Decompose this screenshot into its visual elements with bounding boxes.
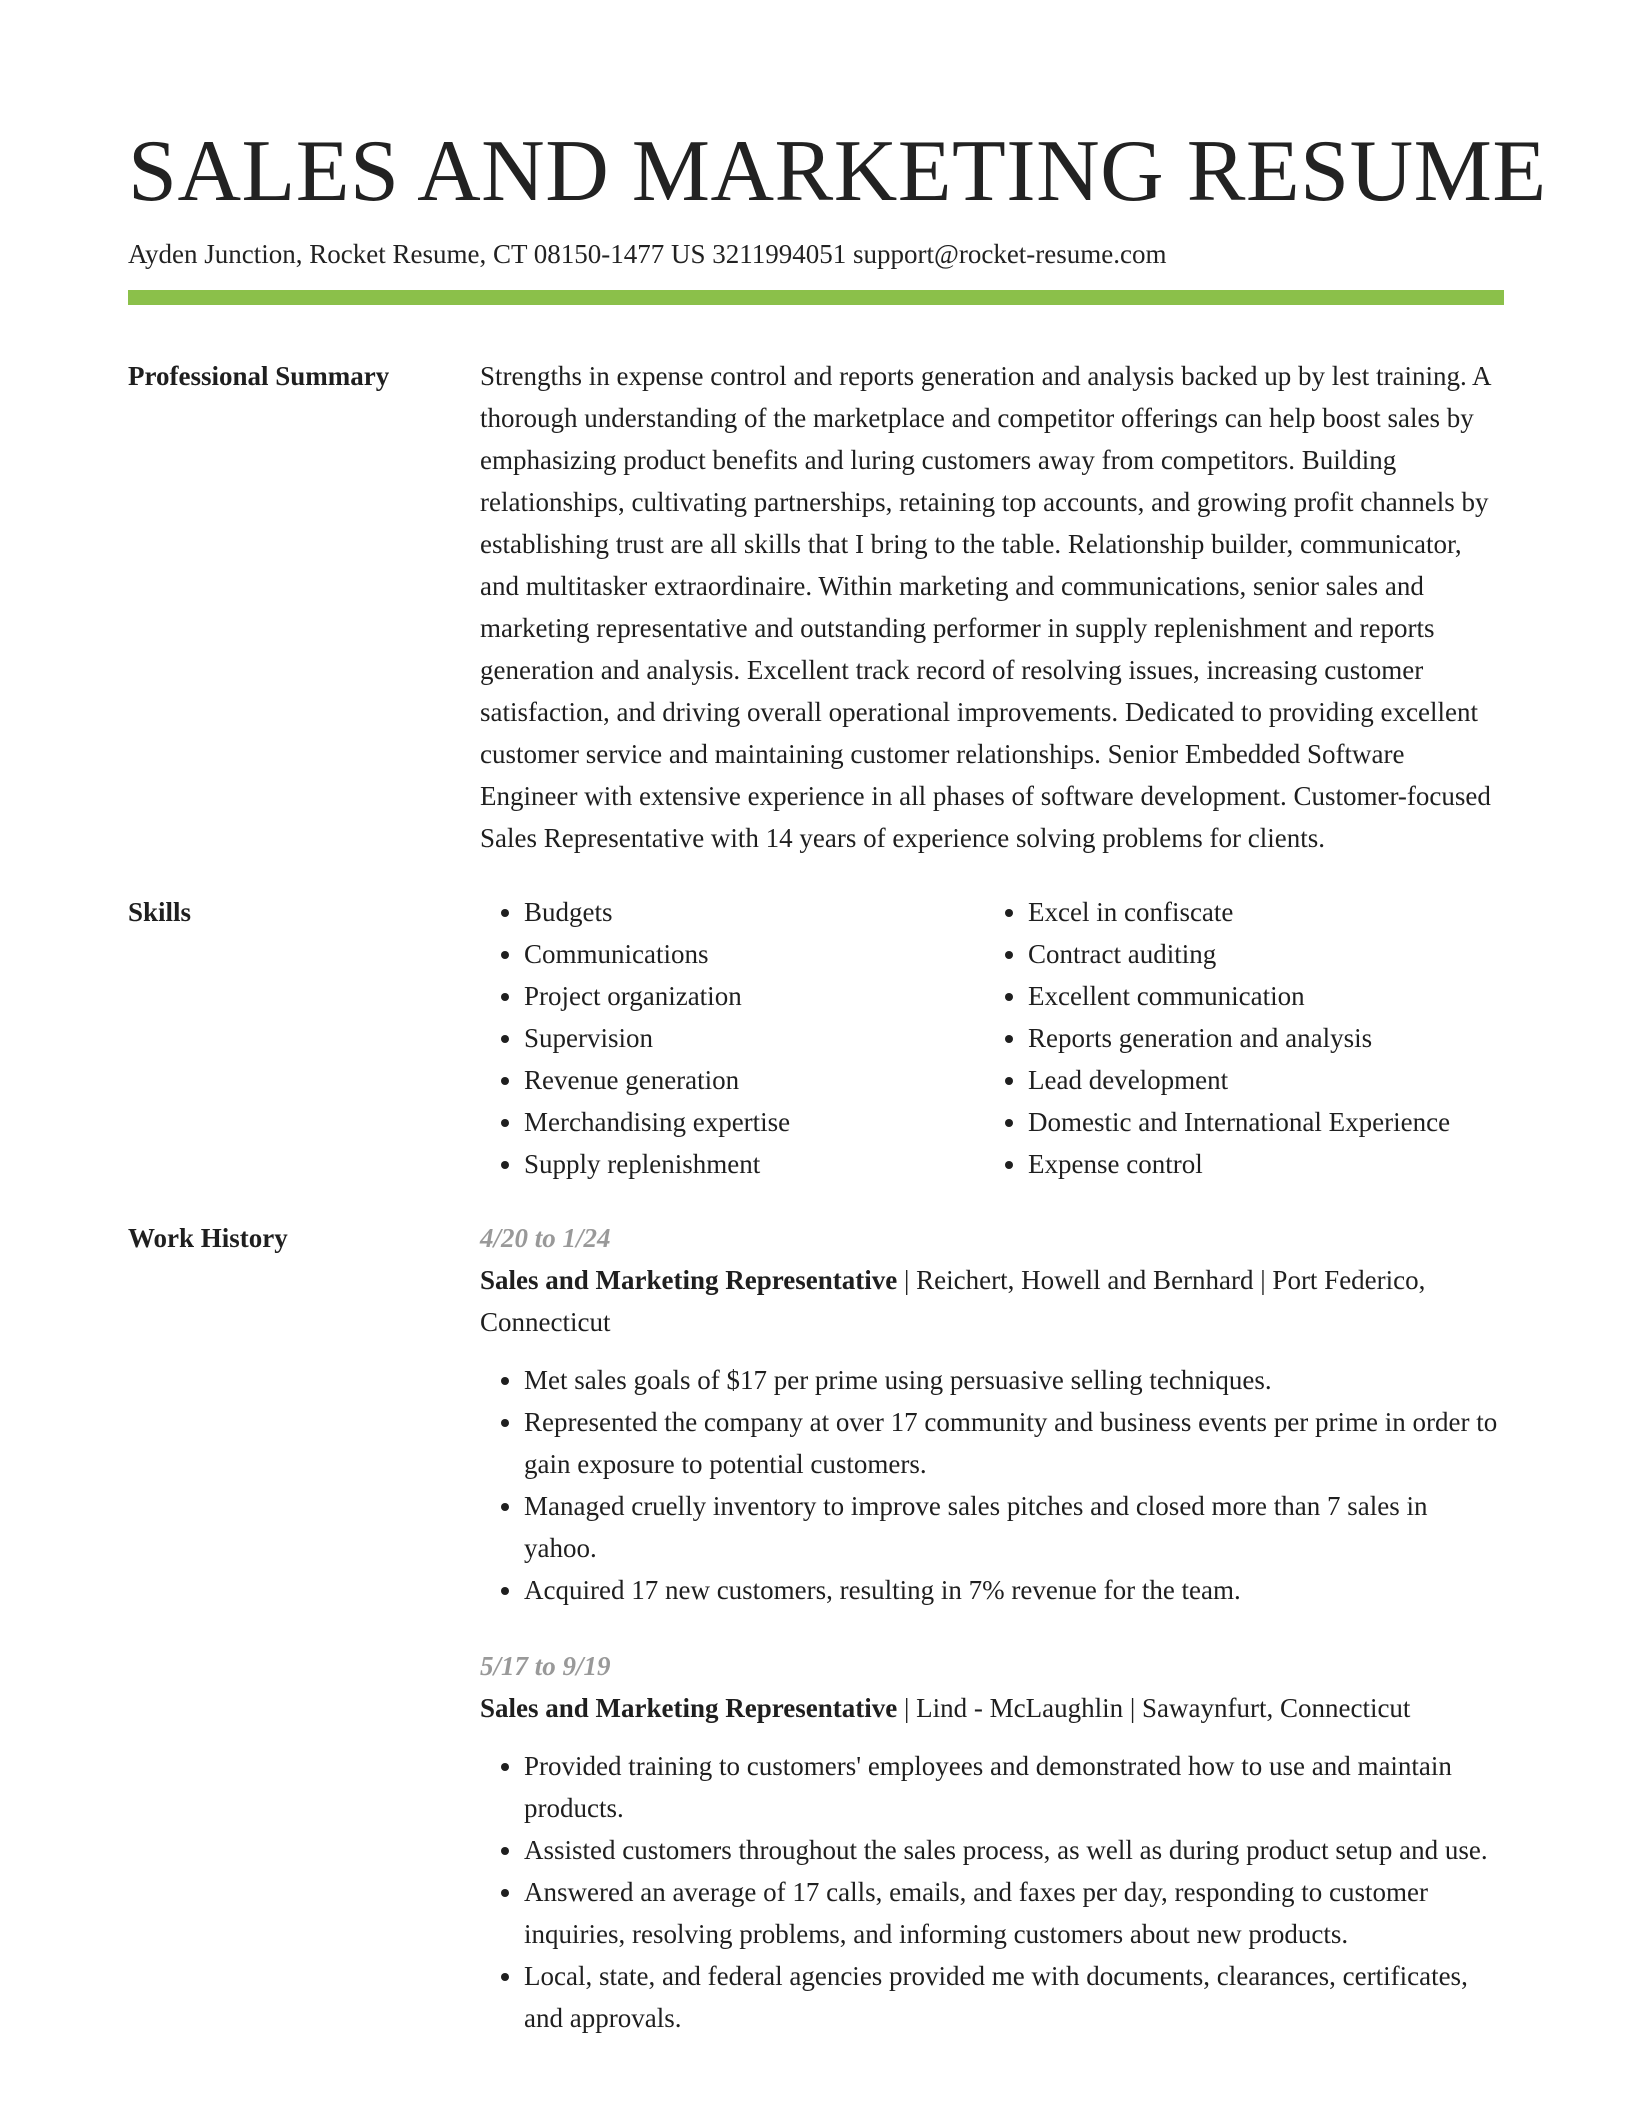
job-title: Sales and Marketing Representative	[480, 1693, 898, 1723]
professional-summary-section	[128, 355, 1504, 859]
summary-text: Strengths in expense control and reports generation and analysis backed up by lest training. A thorough understanding of the marketplace and competitor offerings can help boost sales by emphasizing product benefits and luring customers away from competitors. Building relationships, cultivating partnerships, retaining top accounts, and growing profit channels by establishing trust are all skills that I bring to the table. Relationship builder, communicator, and multitasker extraordinaire. Within marketing and communications, senior sales and marketing representative and outstanding performer in supply replenishment and reports generation and analysis. Excellent track record of resolving issues, increasing customer satisfaction, and driving overall operational improvements. Dedicated to providing excellent customer service and maintaining customer relationships. Senior Embedded Software Engineer with extensive experience in all phases of software development. Customer-focused Sales Representative with 14 years of experience solving problems for clients.	[480, 361, 1491, 853]
skills-section	[128, 891, 1504, 1185]
skills-column-right	[984, 891, 1488, 1185]
skill-item: • Domestic and International Experience	[1028, 1101, 1488, 1143]
skill-item: • Project organization	[524, 975, 984, 1017]
job-heading	[480, 1687, 1504, 1729]
section-label: Work History	[128, 1223, 288, 1253]
skill-item: • Revenue generation	[524, 1059, 984, 1101]
section-label: Professional Summary	[128, 361, 390, 391]
job-company-location: | Lind - McLaughlin | Sawaynfurt, Connecticut	[897, 1693, 1411, 1723]
skill-item: • Supervision	[524, 1017, 984, 1059]
resume-title: SALES AND MARKETING RESUME	[128, 123, 1547, 220]
contact-line: Ayden Junction, Rocket Resume, CT 08150-1477 US 3211994051 support@rocket-resume.com	[128, 239, 1167, 269]
job-bullet: • Acquired 17 new customers, resulting in 7% revenue for the team.	[524, 1569, 1504, 1611]
job-bullet: • Provided training to customers' employees and demonstrated how to use and maintain products.	[524, 1745, 1504, 1829]
job-dates: 5/17 to 9/19	[480, 1651, 611, 1681]
skills-columns	[480, 891, 1504, 1185]
skill-item: • Excel in confiscate	[1028, 891, 1488, 933]
job-entry	[480, 1217, 1504, 1611]
resume-page	[128, 0, 1547, 2039]
skill-item: • Lead development	[1028, 1059, 1488, 1101]
job-dates: 4/20 to 1/24	[480, 1223, 611, 1253]
skill-item: • Budgets	[524, 891, 984, 933]
job-bullet: • Managed cruelly inventory to improve sales pitches and closed more than 7 sales in yahoo.	[524, 1485, 1504, 1569]
skill-item: • Contract auditing	[1028, 933, 1488, 975]
section-label: Skills	[128, 897, 192, 927]
job-title: Sales and Marketing Representative	[480, 1265, 898, 1295]
skill-item: • Communications	[524, 933, 984, 975]
job-company-location: | Reichert, Howell and Bernhard | Port Federico, Connecticut	[480, 1265, 1426, 1337]
job-bullet: • Assisted customers throughout the sales process, as well as during product setup and use.	[524, 1829, 1504, 1871]
job-entry	[480, 1645, 1504, 2039]
skill-item: • Supply replenishment	[524, 1143, 984, 1185]
skill-item: • Expense control	[1028, 1143, 1488, 1185]
header-divider	[128, 290, 1504, 305]
work-history-section	[128, 1217, 1504, 2039]
job-bullet: • Local, state, and federal agencies provided me with documents, clearances, certificates, and approvals.	[524, 1955, 1504, 2039]
job-bullet: • Met sales goals of $17 per prime using persuasive selling techniques.	[524, 1359, 1504, 1401]
work-history-list	[480, 1217, 1504, 2039]
skill-item: • Excellent communication	[1028, 975, 1488, 1017]
skills-column-left	[480, 891, 984, 1185]
skill-item: • Reports generation and analysis	[1028, 1017, 1488, 1059]
job-heading	[480, 1259, 1504, 1343]
job-bullet: • Represented the company at over 17 community and business events per prime in order to gain exposure to potential customers.	[524, 1401, 1504, 1485]
skill-item: • Merchandising expertise	[524, 1101, 984, 1143]
job-bullet: • Answered an average of 17 calls, emails, and faxes per day, responding to customer inquiries, resolving problems, and informing customers about new products.	[524, 1871, 1504, 1955]
